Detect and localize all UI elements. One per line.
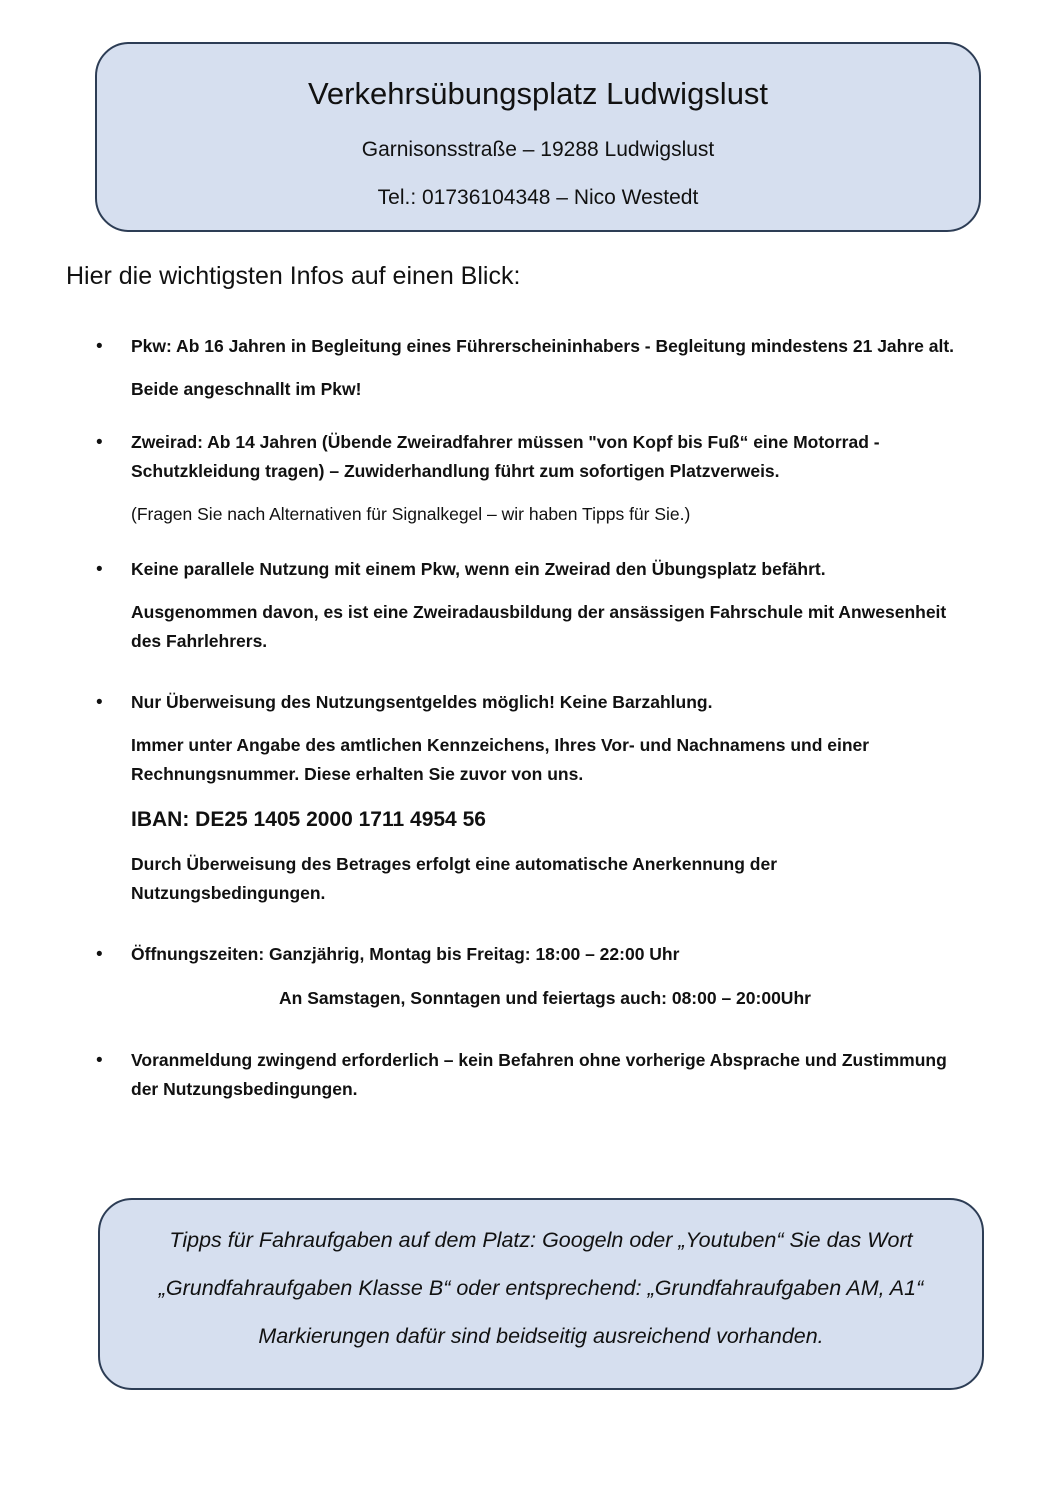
intro-heading: Hier die wichtigsten Infos auf einen Blick: (66, 262, 521, 290)
header-box (95, 42, 981, 232)
bullet-icon: • (96, 944, 103, 965)
list-item-zweirad (0, 428, 1059, 529)
parallel-line-2: Ausgenommen davon, es ist eine Zweiradausbildung der ansässigen Fahrschule mit Anwesenheit (131, 602, 947, 622)
pkw-line-2: Beide angeschnallt im Pkw! (131, 379, 362, 399)
parallel-line-1: Keine parallele Nutzung mit einem Pkw, wenn ein Zweirad den Übungsplatz befährt. (131, 559, 826, 579)
page-title: Verkehrsübungsplatz Ludwigslust (307, 76, 769, 111)
list-item-parallel (0, 555, 1059, 656)
hours-line-1: Öffnungszeiten: Ganzjährig, Montag bis Freitag: 18:00 – 22:00 Uhr (131, 944, 680, 964)
tips-line-2: „Grundfahraufgaben Klasse B“ oder entsprechend: „Grundfahraufgaben AM, A1“ (158, 1276, 924, 1300)
bullet-icon: • (96, 692, 103, 713)
list-item-pkw (0, 332, 1059, 404)
list-item-hours (0, 940, 1059, 1013)
payment-line-2: Immer unter Angabe des amtlichen Kennzeichens, Ihres Vor- und Nachnamens und einer (131, 735, 870, 755)
address: Garnisonsstraße – 19288 Ludwigslust (361, 138, 715, 161)
payment-line-5: Nutzungsbedingungen. (131, 883, 326, 903)
info-list (0, 332, 1059, 1104)
tips-box (98, 1198, 984, 1390)
parallel-line-3: des Fahrlehrers. (131, 631, 268, 651)
bullet-icon: • (96, 336, 103, 357)
iban: IBAN: DE25 1405 2000 1711 4954 56 (131, 808, 486, 831)
bullet-icon: • (96, 559, 103, 580)
tips-line-1: Tipps für Fahraufgaben auf dem Platz: Googeln oder „Youtuben“ Sie das Wort (169, 1228, 913, 1252)
pkw-line-1: Pkw: Ab 16 Jahren in Begleitung eines Führerscheininhabers - Begleitung mindestens 21 Jahre alt. (131, 336, 955, 356)
registration-line-2: der Nutzungsbedingungen. (131, 1079, 358, 1099)
payment-line-4: Durch Überweisung des Betrages erfolgt eine automatische Anerkennung der (131, 854, 778, 874)
tips-line-3: Markierungen dafür sind beidseitig ausreichend vorhanden. (258, 1324, 824, 1348)
zweirad-line-1: Zweirad: Ab 14 Jahren (Übende Zweiradfahrer müssen "von Kopf bis Fuß“ eine Motorrad - (131, 432, 880, 452)
bullet-icon: • (96, 1050, 103, 1071)
bullet-icon: • (96, 432, 103, 453)
zweirad-note: (Fragen Sie nach Alternativen für Signalkegel – wir haben Tipps für Sie.) (131, 504, 691, 524)
hours-line-2: An Samstagen, Sonntagen und feiertags auch: 08:00 – 20:00Uhr (279, 988, 811, 1008)
list-item-registration (0, 1046, 1059, 1104)
zweirad-line-2: Schutzkleidung tragen) – Zuwiderhandlung führt zum sofortigen Platzverweis. (131, 461, 780, 481)
payment-line-3: Rechnungsnummer. Diese erhalten Sie zuvor von uns. (131, 764, 584, 784)
payment-line-1: Nur Überweisung des Nutzungsentgeldes möglich! Keine Barzahlung. (131, 692, 713, 712)
contact-phone: Tel.: 01736104348 – Nico Westedt (377, 186, 699, 209)
list-item-payment (0, 688, 1059, 908)
registration-line-1: Voranmeldung zwingend erforderlich – kein Befahren ohne vorherige Absprache und Zustimmung (131, 1050, 947, 1070)
